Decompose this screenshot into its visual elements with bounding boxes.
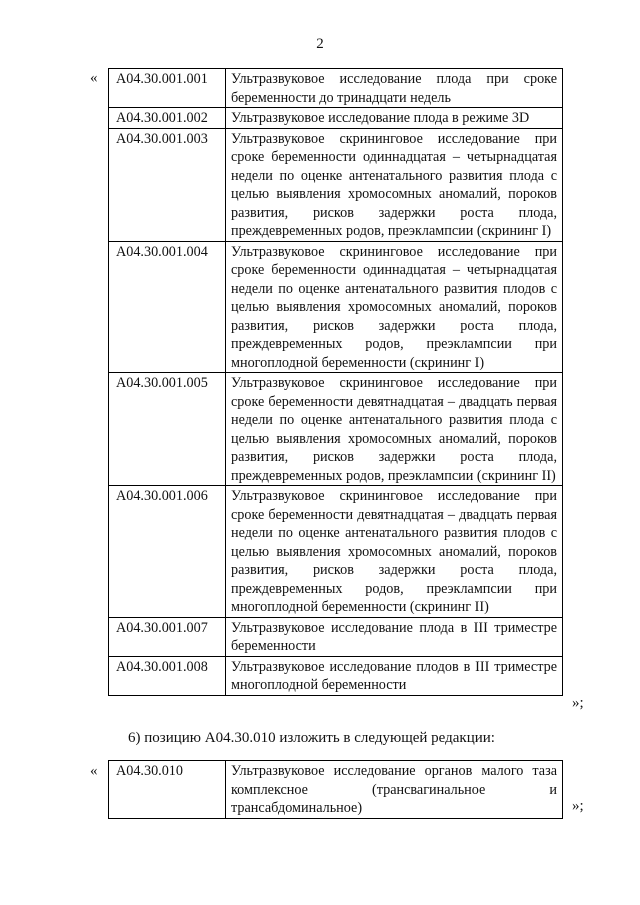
table-row bbox=[109, 108, 563, 129]
service-code: А04.30.001.006 bbox=[109, 486, 226, 618]
table-row bbox=[109, 617, 563, 656]
table-row bbox=[109, 761, 563, 819]
table-row bbox=[109, 241, 563, 373]
service-code: А04.30.010 bbox=[109, 761, 226, 819]
table-row bbox=[109, 128, 563, 241]
service-description: Ультразвуковое исследование органов малого таза комплексное (трансвагинальное и трансабдоминальное) bbox=[226, 761, 563, 819]
service-description: Ультразвуковое исследование плодов в III триместре многоплодной беременности bbox=[226, 656, 563, 695]
service-code: А04.30.001.002 bbox=[109, 108, 226, 129]
amendment-paragraph: 6) позицию А04.30.010 изложить в следующей редакции: bbox=[128, 730, 495, 746]
open-quote: « bbox=[90, 70, 98, 86]
close-quote-2: »; bbox=[572, 798, 584, 814]
service-description: Ультразвуковое исследование плода в III триместре беременности bbox=[226, 617, 563, 656]
service-description: Ультразвуковое исследование плода в режиме 3D bbox=[226, 108, 563, 129]
service-code: А04.30.001.005 bbox=[109, 373, 226, 486]
page-number: 2 bbox=[316, 36, 324, 52]
service-description: Ультразвуковое скрининговое исследование при сроке беременности одиннадцатая – четырнадцатая недели по оценке антенатального развития плода с целью выявления хромосомных аномалий, пороков развития, рисков задержки роста плода, преждевременных родов, преэклампсии (скрининг I) bbox=[226, 128, 563, 241]
table-row bbox=[109, 373, 563, 486]
service-description: Ультразвуковое скрининговое исследование при сроке беременности девятнадцатая – двадцать первая недели по оценке антенатального развития плода с целью выявления хромосомных аномалий, пороков развития, рисков задержки роста плода, преждевременных родов, преэклампсии (скрининг II) bbox=[226, 373, 563, 486]
table-row bbox=[109, 69, 563, 108]
service-description: Ультразвуковое исследование плода при сроке беременности до тринадцати недель bbox=[226, 69, 563, 108]
service-code: А04.30.001.003 bbox=[109, 128, 226, 241]
codes-table-2 bbox=[108, 760, 563, 819]
service-description: Ультразвуковое скрининговое исследование при сроке беременности девятнадцатая – двадцать первая недели по оценке антенатального развития плодов с целью выявления хромосомных аномалий, пороков развития, рисков задержки роста плода, преждевременных родов, преэклампсии при многоплодной беременности (скрининг II) bbox=[226, 486, 563, 618]
table-row bbox=[109, 656, 563, 695]
service-code: А04.30.001.007 bbox=[109, 617, 226, 656]
table-row bbox=[109, 486, 563, 618]
service-code: А04.30.001.008 bbox=[109, 656, 226, 695]
codes-table bbox=[108, 68, 563, 696]
service-code: А04.30.001.004 bbox=[109, 241, 226, 373]
service-code: А04.30.001.001 bbox=[109, 69, 226, 108]
open-quote-2: « bbox=[90, 763, 98, 779]
close-quote: »; bbox=[572, 695, 584, 711]
service-description: Ультразвуковое скрининговое исследование при сроке беременности одиннадцатая – четырнадцатая недели по оценке антенатального развития плодов с целью выявления хромосомных аномалий, пороков развития, рисков задержки роста плода, преждевременных родов, преэклампсии при многоплодной беременности (скрининг I) bbox=[226, 241, 563, 373]
